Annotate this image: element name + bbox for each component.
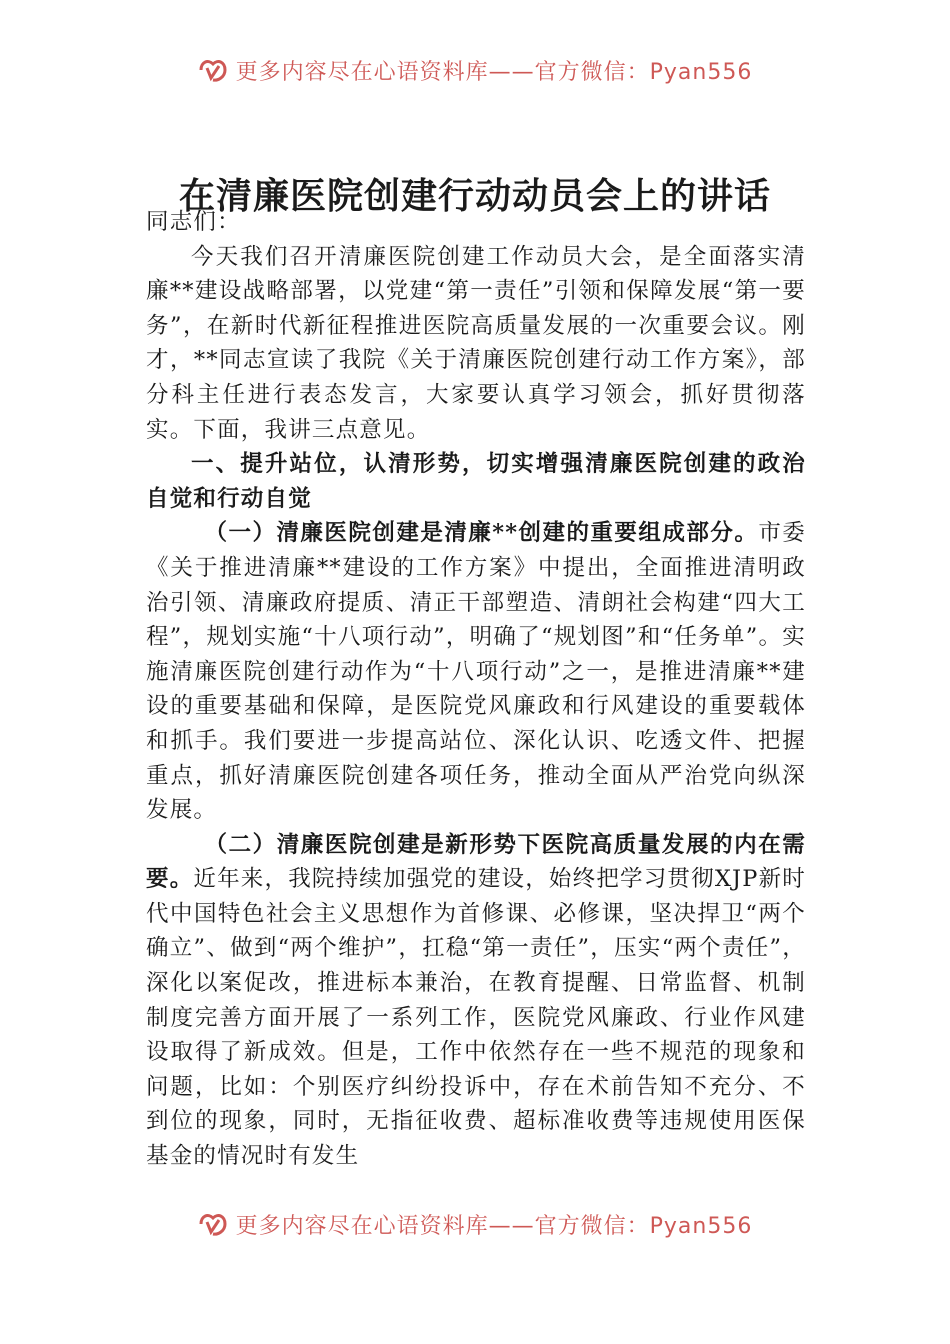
point-1-title: （一）清廉医院创建是清廉**创建的重要组成部分。 — [204, 520, 759, 547]
document-body — [146, 205, 806, 1174]
point-1-body: 市委《关于推进清廉**建设的工作方案》中提出，全面推进清明政治引领、清廉政府提质、清正干部塑造、清朗社会构建“四大工程”，规划实施“十八项行动”，明确了“规划图”和“任务单”。实施清廉医院创建行动作为“十八项行动”之一，是推进清廉**建设的重要基础和保障，是医院党风廉政和行风建设的重要载体和抓手。我们要进一步提高站位、深化认识、吃透文件、把握重点，抓好清廉医院创建各项任务，推动全面从严治党向纵深发展。 — [146, 520, 806, 824]
point-2-paragraph — [146, 828, 806, 1174]
watermark-logo-icon — [198, 1210, 228, 1238]
page-title: 在清廉医院创建行动动员会上的讲话 — [178, 175, 771, 217]
salutation: 同志们： — [146, 209, 241, 235]
section-heading-1: 一、提升站位，认清形势，切实增强清廉医院创建的政治自觉和行动自觉 — [146, 451, 806, 512]
point-2-body: 近年来，我院持续加强党的建设，始终把学习贯彻XJP新时代中国特色社会主义思想作为首修课、必修课，坚决捍卫“两个确立”、做到“两个维护”，扛稳“第一责任”，压实“两个责任”，深化以案促改，推进标本兼治，在教育提醒、日常监督、机制制度完善方面开展了一系列工作，医院党风廉政、行业作风建设取得了新成效。但是，工作中依然存在一些不规范的现象和问题，比如：个别医疗纠纷投诉中，存在术前告知不充分、不到位的现象，同时，无指征收费、超标准收费等违规使用医保基金的情况时有发生 — [146, 866, 806, 1170]
watermark-text: 更多内容尽在心语资料库——官方微信：Pyan556 — [235, 1213, 753, 1239]
watermark-logo-icon — [198, 56, 228, 84]
watermark-footer — [0, 1208, 950, 1240]
intro-paragraph: 今天我们召开清廉医院创建工作动员大会，是全面落实清廉**建设战略部署，以党建“第一责任”引领和保障发展“第一要务”，在新时代新征程推进医院高质量发展的一次重要会议。刚才，**同志宣读了我院《关于清廉医院创建行动工作方案》，部分科主任进行表态发言，大家要认真学习领会，抓好贯彻落实。下面，我讲三点意见。 — [146, 243, 806, 443]
watermark-text: 更多内容尽在心语资料库——官方微信：Pyan556 — [235, 59, 753, 85]
watermark-header — [0, 54, 950, 86]
point-1-paragraph — [146, 516, 806, 827]
point-2-title: （二）清廉医院创建是新形势下医院高质量发展的内在需要。 — [146, 831, 806, 893]
